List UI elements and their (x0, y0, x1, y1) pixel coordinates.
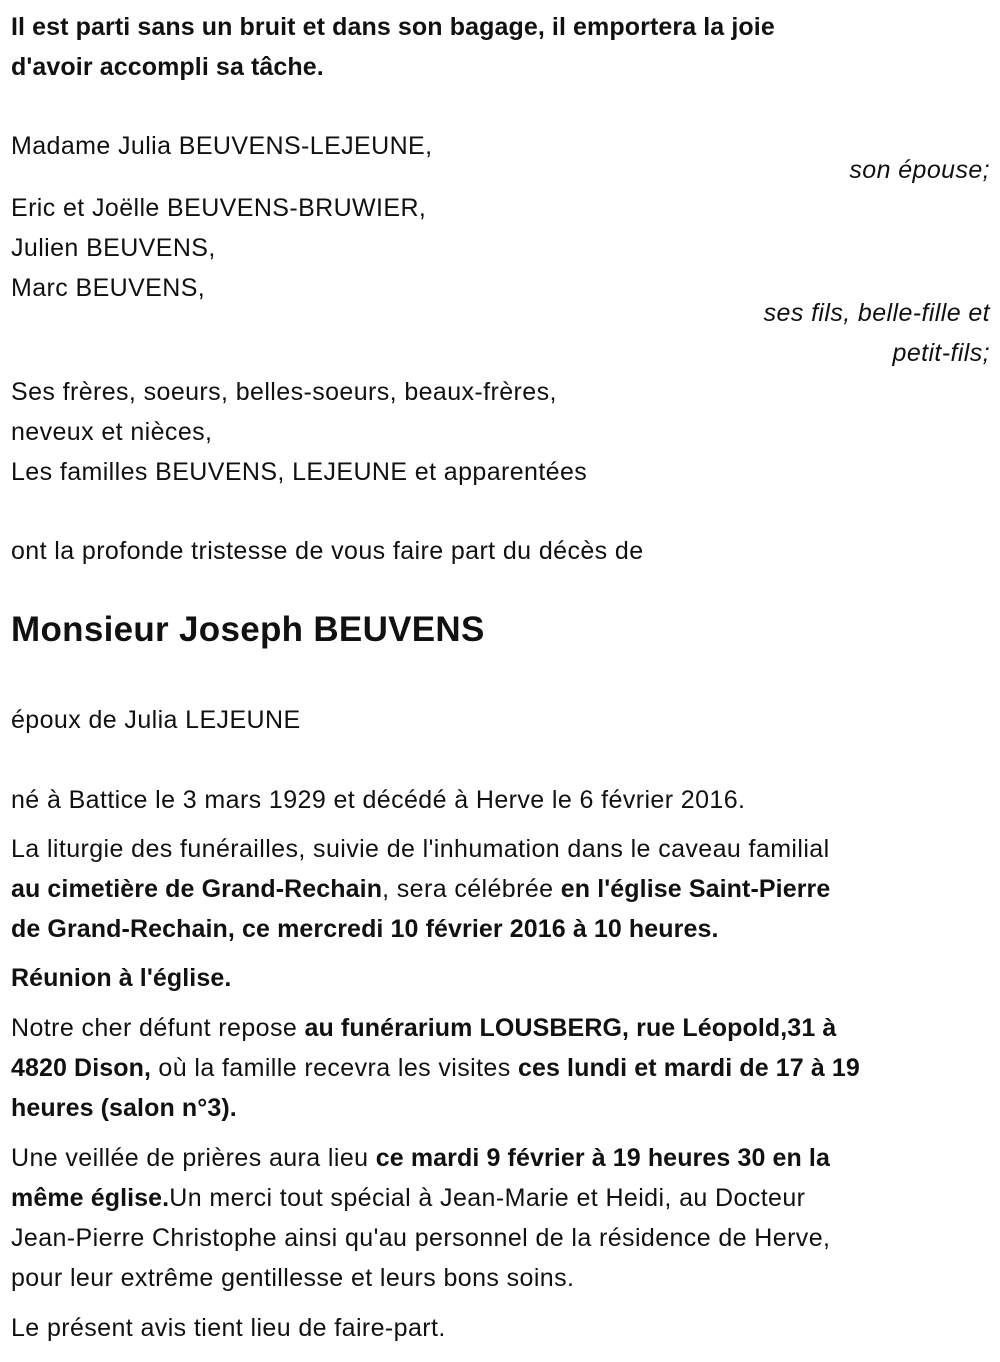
text: Madame Julia BEUVENS-LEJEUNE, (11, 132, 433, 160)
text-line (11, 47, 324, 87)
text-line (11, 1048, 860, 1088)
text: époux de Julia LEJEUNE (11, 706, 301, 734)
text: , sera célébrée (382, 875, 561, 903)
text: Le présent avis tient lieu de faire-part. (11, 1314, 446, 1342)
text: La liturgie des funérailles, suivie de l'inhumation dans le caveau familial (11, 835, 830, 863)
text: Marc BEUVENS, (11, 274, 206, 302)
text-line (11, 829, 830, 869)
text-line (11, 412, 212, 452)
text: ses fils, belle-fille et (763, 299, 990, 327)
text: neveux et nièces, (11, 418, 213, 446)
text-line (11, 126, 432, 166)
bold-text: Réunion à l'église. (11, 964, 232, 992)
text: Ses frères, soeurs, belles-soeurs, beaux-frères, (11, 378, 557, 406)
relation-label (849, 150, 990, 190)
text-line (11, 1218, 830, 1258)
text-line (11, 958, 231, 998)
text: né à Battice le 3 mars 1929 et décédé à Herve le 6 février 2016. (11, 786, 746, 814)
relation-label (764, 293, 990, 333)
text: Eric et Joëlle BEUVENS-BRUWIER, (11, 194, 427, 222)
text-line (11, 1178, 805, 1218)
bold-text: au funérarium LOUSBERG, rue Léopold,31 à (304, 1014, 837, 1042)
relation-label (893, 333, 990, 373)
text-line (11, 531, 644, 571)
text-line (11, 1308, 446, 1348)
text: son épouse; (849, 156, 990, 184)
bold-text: d'avoir accompli sa tâche. (11, 53, 324, 81)
deceased-name (11, 610, 485, 650)
text: où la famille recevra les visites (151, 1054, 518, 1082)
text: Un merci tout spécial à Jean-Marie et Heidi, au Docteur (169, 1184, 806, 1212)
text-line (11, 1258, 574, 1298)
text: Une veillée de prières aura lieu (11, 1144, 376, 1172)
bold-text: heures (salon n°3). (11, 1094, 237, 1122)
bold-text: en l'église Saint-Pierre (560, 875, 831, 903)
bold-text: Il est parti sans un bruit et dans son bagage, il emportera la joie (11, 13, 775, 41)
text-line (11, 1008, 836, 1048)
text: Notre cher défunt repose (11, 1014, 305, 1042)
text: petit-fils; (892, 339, 990, 367)
text: ont la profonde tristesse de vous faire part du décès de (11, 537, 644, 565)
text: Les familles BEUVENS, LEJEUNE et apparentées (11, 458, 588, 486)
bold-text: ce mardi 9 février à 19 heures 30 en la (375, 1144, 830, 1172)
text-line (11, 268, 205, 308)
bold-text: 4820 Dison, (11, 1054, 152, 1082)
text-line (11, 780, 745, 820)
text-line (11, 372, 557, 412)
text-line (11, 228, 216, 268)
text: Monsieur Joseph BEUVENS (11, 610, 485, 649)
text-line (11, 869, 830, 909)
text-line (11, 188, 426, 228)
text-line (11, 7, 775, 47)
bold-text: même église. (11, 1184, 170, 1212)
text-line (11, 1088, 237, 1128)
text-line (11, 1138, 830, 1178)
text: Jean-Pierre Christophe ainsi qu'au personnel de la résidence de Herve, (11, 1224, 831, 1252)
text: pour leur extrême gentillesse et leurs bons soins. (11, 1264, 575, 1292)
bold-text: au cimetière de Grand-Rechain (11, 875, 383, 903)
text-line (11, 909, 719, 949)
text: Julien BEUVENS, (11, 234, 216, 262)
text-line (11, 452, 587, 492)
bold-text: ces lundi et mardi de 17 à 19 (517, 1054, 860, 1082)
bold-text: de Grand-Rechain, ce mercredi 10 février 2016 à 10 heures. (11, 915, 719, 943)
text-line (11, 700, 301, 740)
